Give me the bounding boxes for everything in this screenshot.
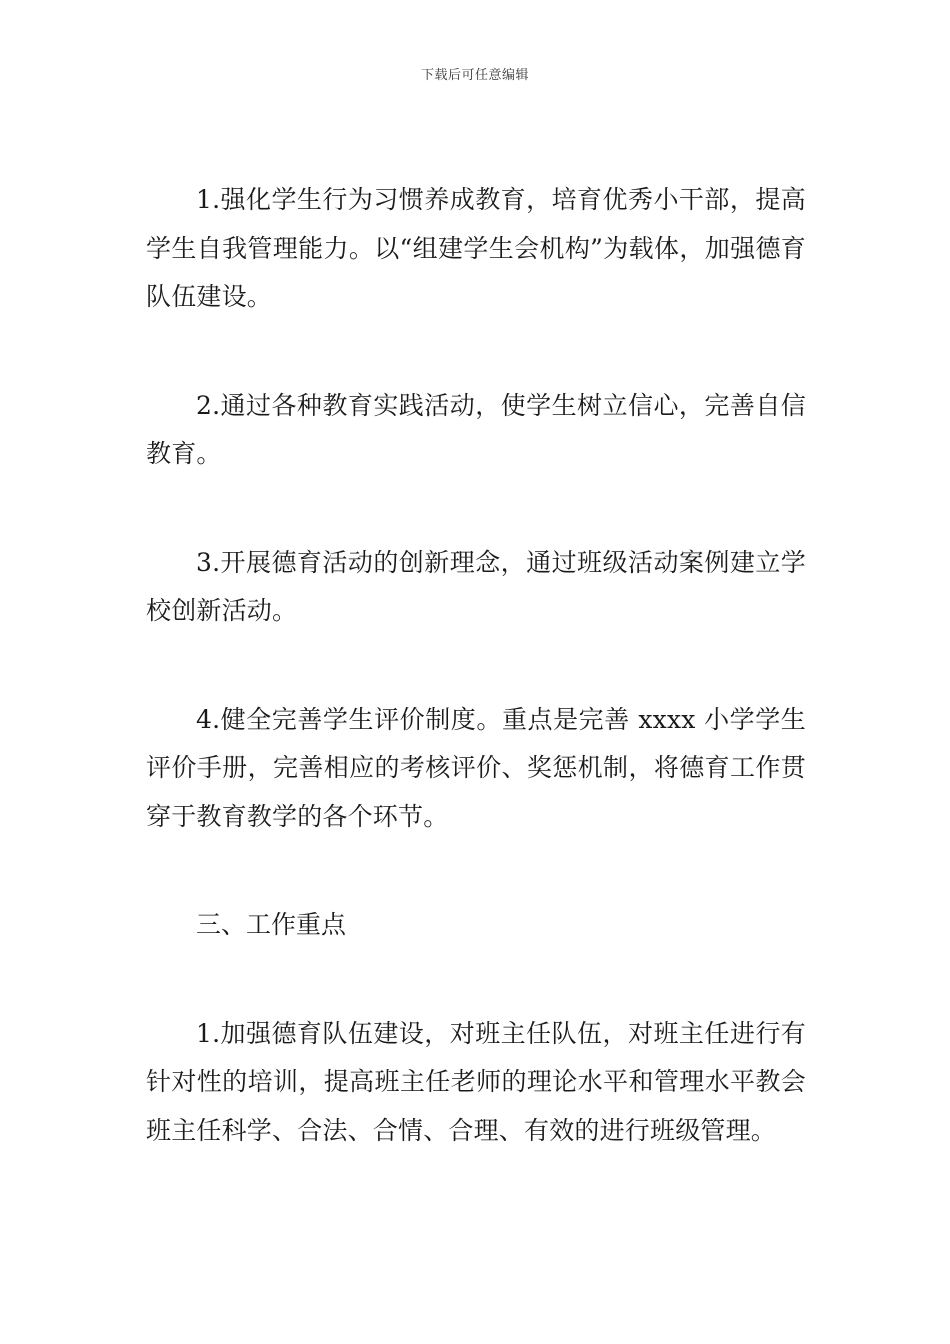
paragraph-spacer bbox=[146, 322, 806, 382]
document-body bbox=[146, 176, 806, 1155]
paragraph-item-3: 3.开展德育活动的创新理念，通过班级活动案例建立学校创新活动。 bbox=[146, 547, 806, 625]
page-header: 下载后可任意编辑 bbox=[420, 68, 529, 83]
paragraph-spacer bbox=[146, 950, 806, 1010]
paragraph-item-4: 4.健全完善学生评价制度。重点是完善 xxxx 小学学生评价手册，完善相应的考核评价、奖惩机制，将德育工作贯穿于教育教学的各个环节。 bbox=[146, 704, 806, 831]
paragraph-spacer bbox=[146, 841, 806, 901]
section-paragraph-1: 1.加强德育队伍建设，对班主任队伍，对班主任进行有针对性的培训，提高班主任老师的理论水平和管理水平教会班主任科学、合法、合情、合理、有效的进行班级管理。 bbox=[146, 1018, 806, 1145]
paragraph-spacer bbox=[146, 636, 806, 696]
paragraph-item-2: 2.通过各种教育实践活动，使学生树立信心，完善自信教育。 bbox=[146, 390, 806, 468]
paragraph-item-1: 1.强化学生行为习惯养成教育，培育优秀小干部，提高学生自我管理能力。以“组建学生会机构”为载体，加强德育队伍建设。 bbox=[146, 185, 806, 311]
paragraph-spacer bbox=[146, 479, 806, 539]
section-heading: 三、工作重点 bbox=[196, 910, 347, 939]
